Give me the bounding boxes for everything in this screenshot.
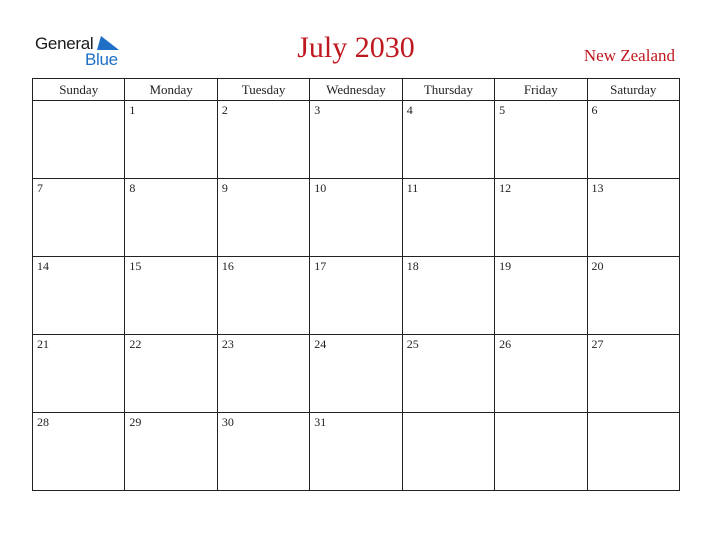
calendar-grid <box>32 78 680 491</box>
day-number: 26 <box>499 337 512 351</box>
week-row <box>33 101 680 179</box>
day-number: 2 <box>221 103 228 117</box>
day-number: 23 <box>221 337 234 351</box>
day-cell <box>587 335 679 413</box>
day-cell <box>587 101 679 179</box>
day-number: 7 <box>37 181 43 195</box>
day-cell <box>125 179 217 257</box>
day-cell <box>402 335 494 413</box>
day-cell <box>217 179 309 257</box>
day-cell <box>310 413 402 491</box>
day-cell <box>402 101 494 179</box>
day-cell <box>217 413 309 491</box>
weekday-header-row <box>33 79 680 101</box>
day-number: 12 <box>499 181 512 195</box>
weekday-header: Thursday <box>402 79 494 101</box>
day-number: 5 <box>499 103 506 117</box>
day-cell <box>587 257 679 335</box>
day-number <box>403 413 494 415</box>
day-cell <box>125 335 217 413</box>
day-number: 16 <box>221 259 234 273</box>
day-number: 4 <box>406 103 413 117</box>
day-number: 10 <box>314 181 327 195</box>
day-cell <box>402 179 494 257</box>
day-number: 19 <box>499 259 512 273</box>
day-number: 20 <box>591 259 604 273</box>
logo-text-general: General <box>35 34 94 53</box>
day-number: 1 <box>129 103 136 117</box>
week-row <box>33 179 680 257</box>
day-cell <box>310 179 402 257</box>
day-cell <box>125 257 217 335</box>
day-number: 13 <box>591 181 604 195</box>
day-cell <box>402 257 494 335</box>
day-cell <box>125 101 217 179</box>
calendar-title: July 2030 <box>297 31 415 64</box>
day-number <box>33 101 124 103</box>
day-cell <box>217 257 309 335</box>
day-cell <box>495 179 587 257</box>
country-label: New Zealand <box>583 46 675 65</box>
logo-text-blue: Blue <box>85 50 118 69</box>
weekday-header: Tuesday <box>217 79 309 101</box>
day-cell <box>587 179 679 257</box>
day-number: 24 <box>314 337 327 351</box>
day-cell <box>495 413 587 491</box>
day-cell <box>33 179 125 257</box>
day-cell <box>33 257 125 335</box>
weekday-header: Sunday <box>33 79 125 101</box>
week-row <box>33 413 680 491</box>
day-cell <box>495 335 587 413</box>
day-cell <box>310 257 402 335</box>
week-row <box>33 257 680 335</box>
day-number: 21 <box>37 337 49 351</box>
day-number: 14 <box>37 259 49 273</box>
day-cell <box>217 335 309 413</box>
day-cell <box>495 257 587 335</box>
day-cell <box>33 101 125 179</box>
day-number: 29 <box>129 415 142 429</box>
day-cell <box>125 413 217 491</box>
day-cell <box>33 413 125 491</box>
day-number: 8 <box>129 181 136 195</box>
day-number: 9 <box>221 181 228 195</box>
week-row <box>33 335 680 413</box>
day-cell <box>402 413 494 491</box>
day-number: 15 <box>129 259 142 273</box>
weekday-header: Friday <box>495 79 587 101</box>
day-number <box>588 413 679 415</box>
day-number: 22 <box>129 337 142 351</box>
day-number: 30 <box>221 415 234 429</box>
day-number: 27 <box>591 337 604 351</box>
day-cell <box>587 413 679 491</box>
day-number: 6 <box>591 103 598 117</box>
weekday-header: Saturday <box>587 79 679 101</box>
weekday-header: Monday <box>125 79 217 101</box>
day-cell <box>33 335 125 413</box>
day-number: 11 <box>406 181 419 195</box>
day-number: 17 <box>314 259 327 273</box>
day-number: 18 <box>406 259 419 273</box>
day-cell <box>217 101 309 179</box>
day-number: 25 <box>406 337 419 351</box>
day-cell <box>310 335 402 413</box>
weekday-header: Wednesday <box>310 79 402 101</box>
day-cell <box>310 101 402 179</box>
day-number: 28 <box>37 415 49 429</box>
day-number <box>495 413 586 415</box>
day-cell <box>495 101 587 179</box>
day-number: 3 <box>314 103 321 117</box>
day-number: 31 <box>314 415 327 429</box>
